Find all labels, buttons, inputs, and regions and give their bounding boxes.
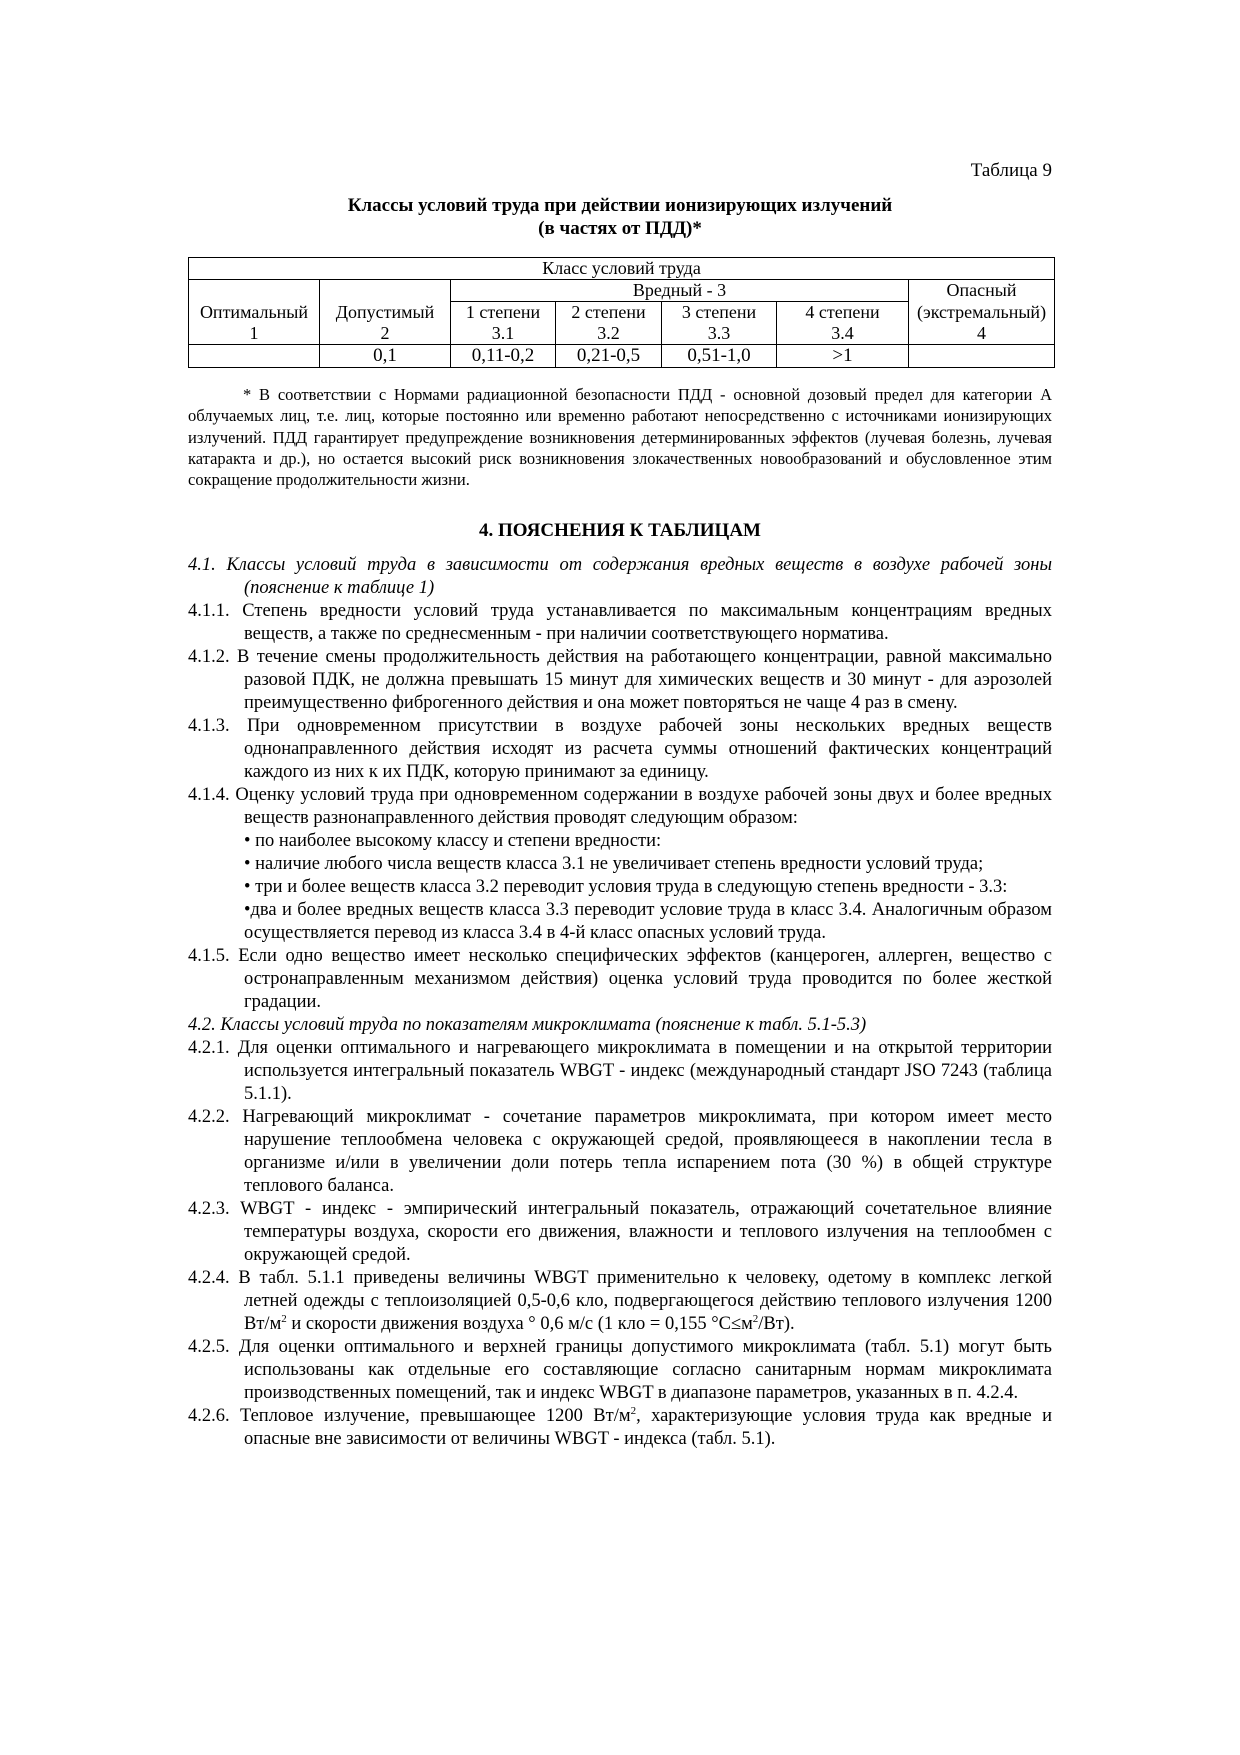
hazard-code: 4 <box>977 322 987 343</box>
paragraph-4-2-5: 4.2.5. Для оценки оптимального и верхней границы допустимого микроклимата (табл. 5.1) могут быть использованы как отдельные его составляющие согласно санитарным нормам микроклимата производственных помещений, так и индекс WBGT в диапазоне параметров, указанных в п. 4.2.4. <box>188 1337 1052 1403</box>
explanations-body <box>188 554 1052 1451</box>
optimal-label: Оптимальный <box>199 301 309 322</box>
permissible-code: 2 <box>380 322 390 343</box>
hazard-label: (экстремальный) <box>917 301 1047 322</box>
value-cell <box>189 345 320 368</box>
table-footnote <box>188 384 1052 490</box>
degree-code: 3.2 <box>597 323 620 343</box>
degree-code: 3.1 <box>491 323 515 343</box>
bullet-item: •два и более вредных веществ класса 3.3 переводит условие труда в класс 3.4. Аналогичным образом осуществляется перевод из класса 3.4 в 4-й класс опасных условий труда. <box>244 900 1052 943</box>
subsection-title-4-1: 4.1. Классы условий труда в зависимости от содержания вредных веществ в воздухе рабочей зоны (пояснение к таблице 1) <box>188 555 1052 598</box>
table-title <box>188 194 1052 240</box>
degree-label: 4 степени <box>805 302 880 322</box>
degree-label: 2 степени <box>571 302 646 322</box>
bullet-item: • по наиболее высокому классу и степени вредности: <box>244 831 662 851</box>
degree-cell <box>662 302 777 345</box>
paragraph-4-2-4 <box>188 1267 1052 1336</box>
superscript: 2 <box>630 1405 637 1417</box>
table-header-row <box>189 258 1055 280</box>
permissible-cell <box>320 280 451 345</box>
p426-text-b: , характеризующие условия труда как вредные и опасные вне зависимости от величины WBGT - индекса (табл. 5.1). <box>244 1406 1052 1449</box>
table-title-line1: Классы условий труда при действии ионизирующих излучений <box>347 195 893 216</box>
footnote-text: * В соответствии с Нормами радиационной безопасности ПДД - основной дозовый предел для категории А облучаемых лиц, т.е. лиц, которые постоянно или временно работают непосредственно с источниками ионизирующих излучений. ПДД гарантирует предупреждение возникновения детерминированных эффектов (лучевая болезнь, лучевая катаракта и др.), но остается высокий риск возникновения злокачественных новообразований и обусловленное этим сокращение продолжительности жизни. <box>188 385 1052 490</box>
value-cell: 0,1 <box>320 345 451 368</box>
degree-label: 1 степени <box>465 302 541 322</box>
value-cell: 0,51-1,0 <box>662 345 777 368</box>
radiation-classes-table <box>188 257 1055 368</box>
table-values-row <box>189 345 1055 368</box>
paragraph-4-1-2: 4.1.2. В течение смены продолжительность действия на работающего концентрации, равной максимально разовой ПДК, не должна превышать 15 минут для химических веществ и 30 минут - для аэрозолей преимущественно фиброгенного действия и она может повторяться не чаще 4 раз в смену. <box>188 647 1052 713</box>
optimal-cell <box>189 280 320 345</box>
value-cell <box>909 345 1055 368</box>
hazard-cell <box>909 302 1055 345</box>
paragraph-4-1-4: 4.1.4. Оценку условий труда при одновременном содержании в воздухе рабочей зоны двух и более вредных веществ разнонаправленного действия проводят следующим образом: <box>188 785 1052 828</box>
header-main-cell: Класс условий труда <box>189 258 1055 280</box>
value-cell: 0,21-0,5 <box>556 345 662 368</box>
superscript: 2 <box>281 1313 287 1325</box>
paragraph-4-1-3: 4.1.3. При одновременном присутствии в воздухе рабочей зоны нескольких вредных веществ однонаправленного действия исходят из расчета суммы отношений фактических концентраций каждого из них к их ПДК, которую принимают за единицу. <box>188 716 1052 782</box>
degree-cell <box>777 302 909 345</box>
bullet-item: • наличие любого числа веществ класса 3.1 не увеличивает степень вредности условий труда; <box>244 854 984 874</box>
subsection-title-4-2: 4.2. Классы условий труда по показателям микроклимата (пояснение к табл. 5.1-5.3) <box>188 1015 867 1035</box>
table-group-row <box>189 280 1055 302</box>
degree-cell <box>556 302 662 345</box>
optimal-code: 1 <box>249 322 259 343</box>
p424-text-c: /Вт). <box>758 1314 795 1334</box>
table-number: Таблица 9 <box>970 160 1052 181</box>
value-cell: 0,11-0,2 <box>451 345 556 368</box>
paragraph-4-2-2: 4.2.2. Нагревающий микроклимат - сочетание параметров микроклимата, при котором имеет место нарушение теплообмена человека с окружающей средой, проявляющееся в накоплении тесла в организме и/или в увеличении доли потерь тепла испарением пота (30 %) в общей структуре теплового баланса. <box>188 1107 1052 1196</box>
degree-label: 3 степени <box>681 302 757 322</box>
p424-text-a: 4.2.4. В табл. 5.1.1 приведены величины WBGT применительно к человеку, одетому в комплекс легкой летней одежды с теплоизоляцией 0,5-0,6 кло, подвергающегося действию теплового излучения 1200 Вт/м <box>188 1268 1052 1334</box>
section-heading: 4. ПОЯСНЕНИЯ К ТАБЛИЦАМ <box>479 520 761 541</box>
hazard-top-cell: Опасный <box>909 280 1055 302</box>
degree-code: 3.4 <box>831 323 854 343</box>
value-cell: >1 <box>777 345 909 368</box>
paragraph-4-1-5: 4.1.5. Если одно вещество имеет несколько специфических эффектов (канцероген, аллерген, вещество с остронаправленным механизмом действия) оценка условий труда проводится по более жесткой градации. <box>188 946 1052 1012</box>
harmful-group-cell: Вредный - 3 <box>451 280 909 302</box>
paragraph-4-1-1: 4.1.1. Степень вредности условий труда устанавливается по максимальным концентрациям вредных веществ, а также по среднесменным - при наличии соответствующего норматива. <box>188 601 1052 644</box>
bullet-item: • три и более веществ класса 3.2 переводит условия труда в следующую степень вредности - 3.3: <box>244 877 1008 897</box>
table-title-line2: (в частях от ПДД)* <box>538 218 702 239</box>
paragraph-4-2-1: 4.2.1. Для оценки оптимального и нагревающего микроклимата в помещении и на открытой территории используется интегральный показатель WBGT - индекс (международный стандарт JSO 7243 (таблица 5.1.1). <box>188 1038 1052 1104</box>
p424-text-b: и скорости движения воздуха ° 0,6 м/с (1 кло = 0,155 °С≤м <box>286 1314 753 1334</box>
paragraph-4-2-6 <box>188 1405 1052 1451</box>
permissible-label: Допустимый <box>335 301 435 322</box>
p426-text-a: 4.2.6. Тепловое излучение, превышающее 1200 Вт/м <box>188 1406 631 1426</box>
degree-code: 3.3 <box>707 323 731 343</box>
paragraph-4-2-3: 4.2.3. WBGT - индекс - эмпирический интегральный показатель, отражающий сочетательное влияние температуры воздуха, скорости его движения, влажности и теплового излучения на теплообмен с окружающей средой. <box>188 1199 1052 1265</box>
superscript: 2 <box>752 1313 759 1325</box>
degree-cell <box>451 302 556 345</box>
